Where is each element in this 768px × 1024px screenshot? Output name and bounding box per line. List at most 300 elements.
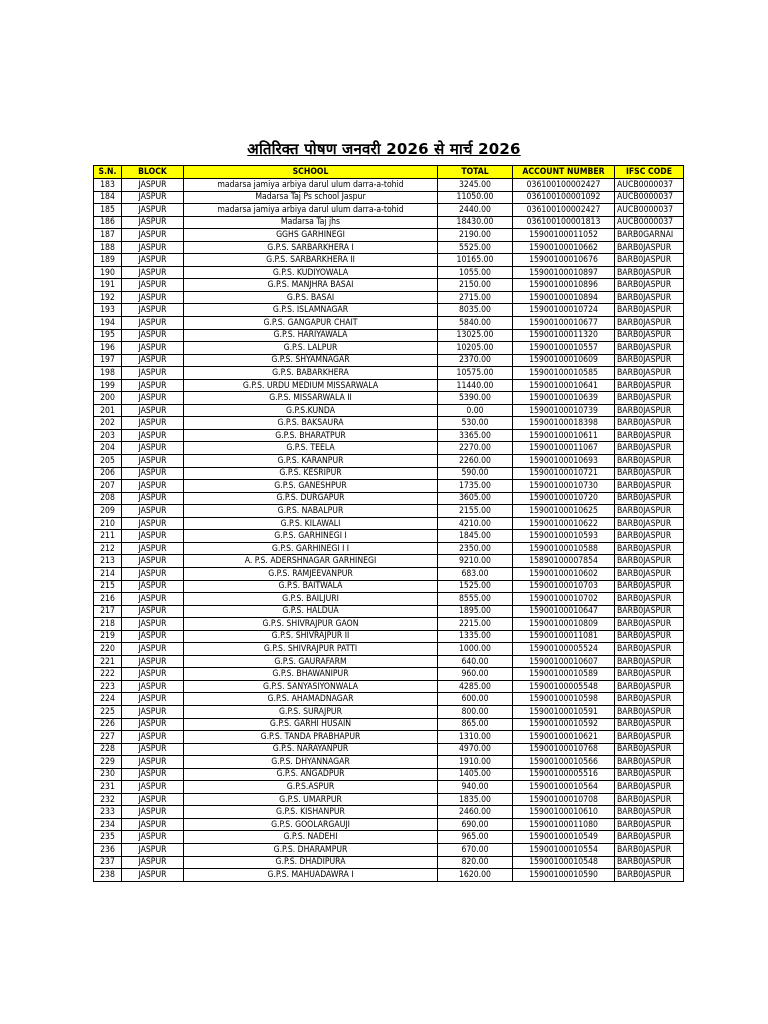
cell-sn: 221 <box>94 655 122 668</box>
cell-ifsc-code: BARB0JASPUR <box>615 630 684 643</box>
cell-ifsc-code: BARB0JASPUR <box>615 291 684 304</box>
cell-ifsc-code: BARB0JASPUR <box>615 618 684 631</box>
table-row <box>94 291 684 304</box>
cell-ifsc-code: BARB0JASPUR <box>615 856 684 869</box>
table-row <box>94 843 684 856</box>
cell-total: 3245.00 <box>438 179 513 192</box>
cell-school: G.P.S. GANESHPUR <box>184 480 438 493</box>
table-row <box>94 492 684 505</box>
cell-ifsc-code: AUCB0000037 <box>615 179 684 192</box>
cell-sn: 202 <box>94 417 122 430</box>
cell-block: JASPUR <box>122 618 184 631</box>
cell-sn: 234 <box>94 818 122 831</box>
cell-school: G.P.S. TEELA <box>184 442 438 455</box>
cell-sn: 184 <box>94 191 122 204</box>
table-row <box>94 442 684 455</box>
cell-total: 2440.00 <box>438 204 513 217</box>
table-row <box>94 191 684 204</box>
cell-school: G.P.S. KESRIPUR <box>184 467 438 480</box>
cell-ifsc-code: BARB0JASPUR <box>615 379 684 392</box>
cell-sn: 206 <box>94 467 122 480</box>
cell-total: 1405.00 <box>438 768 513 781</box>
cell-account-number: 15900100010693 <box>513 455 615 468</box>
table-row <box>94 705 684 718</box>
cell-ifsc-code: BARB0JASPUR <box>615 831 684 844</box>
cell-block: JASPUR <box>122 417 184 430</box>
cell-account-number: 15900100010622 <box>513 517 615 530</box>
cell-sn: 215 <box>94 580 122 593</box>
cell-total: 1335.00 <box>438 630 513 643</box>
cell-block: JASPUR <box>122 517 184 530</box>
cell-ifsc-code: BARB0JASPUR <box>615 455 684 468</box>
cell-total: 965.00 <box>438 831 513 844</box>
cell-account-number: 036100100002427 <box>513 204 615 217</box>
cell-school: G.P.S. MAHUADAWRA I <box>184 869 438 882</box>
cell-block: JASPUR <box>122 781 184 794</box>
cell-school: G.P.S. BAILJURI <box>184 593 438 606</box>
cell-school: Madarsa Taj jhs <box>184 216 438 229</box>
cell-sn: 190 <box>94 266 122 279</box>
table-row <box>94 392 684 405</box>
cell-school: G.P.S. BAITWALA <box>184 580 438 593</box>
cell-sn: 214 <box>94 567 122 580</box>
cell-school: G.P.S. SHIVRAJPUR PATTI <box>184 643 438 656</box>
cell-block: JASPUR <box>122 630 184 643</box>
cell-block: JASPUR <box>122 342 184 355</box>
cell-school: G.P.S. NADEHI <box>184 831 438 844</box>
table-row <box>94 429 684 442</box>
table-row <box>94 505 684 518</box>
cell-account-number: 15900100018398 <box>513 417 615 430</box>
cell-sn: 228 <box>94 743 122 756</box>
table-row <box>94 655 684 668</box>
cell-account-number: 15900100011320 <box>513 329 615 342</box>
cell-ifsc-code: BARB0JASPUR <box>615 530 684 543</box>
column-header-account-number: ACCOUNT NUMBER <box>513 166 615 179</box>
cell-block: JASPUR <box>122 429 184 442</box>
table-row <box>94 204 684 217</box>
cell-ifsc-code: BARB0JASPUR <box>615 429 684 442</box>
cell-account-number: 036100100002427 <box>513 179 615 192</box>
cell-account-number: 15900100010721 <box>513 467 615 480</box>
cell-ifsc-code: BARB0JASPUR <box>615 693 684 706</box>
cell-block: JASPUR <box>122 580 184 593</box>
cell-total: 1310.00 <box>438 731 513 744</box>
table-row <box>94 831 684 844</box>
table-row <box>94 480 684 493</box>
cell-block: JASPUR <box>122 291 184 304</box>
cell-block: JASPUR <box>122 191 184 204</box>
cell-ifsc-code: BARB0JASPUR <box>615 304 684 317</box>
cell-school: G.P.S. GOOLARGAUJI <box>184 818 438 831</box>
cell-total: 960.00 <box>438 668 513 681</box>
column-header-block: BLOCK <box>122 166 184 179</box>
cell-total: 2260.00 <box>438 455 513 468</box>
cell-account-number: 15900100010610 <box>513 806 615 819</box>
cell-school: G.P.S. DHADIPURA <box>184 856 438 869</box>
table-row <box>94 693 684 706</box>
cell-sn: 205 <box>94 455 122 468</box>
cell-sn: 222 <box>94 668 122 681</box>
cell-account-number: 15900100010677 <box>513 317 615 330</box>
cell-sn: 192 <box>94 291 122 304</box>
cell-school: G.P.S. KILAWALI <box>184 517 438 530</box>
cell-school: G.P.S. GAURAFARM <box>184 655 438 668</box>
cell-school: G.P.S. GARHINEGI I I <box>184 542 438 555</box>
payment-table <box>93 165 684 882</box>
cell-account-number: 15900100010625 <box>513 505 615 518</box>
cell-sn: 203 <box>94 429 122 442</box>
cell-total: 640.00 <box>438 655 513 668</box>
cell-account-number: 15900100010566 <box>513 756 615 769</box>
table-row <box>94 367 684 380</box>
cell-total: 2150.00 <box>438 279 513 292</box>
cell-sn: 208 <box>94 492 122 505</box>
cell-account-number: 15900100010588 <box>513 542 615 555</box>
cell-block: JASPUR <box>122 869 184 882</box>
cell-sn: 198 <box>94 367 122 380</box>
cell-ifsc-code: BARB0JASPUR <box>615 317 684 330</box>
cell-block: JASPUR <box>122 367 184 380</box>
cell-sn: 238 <box>94 869 122 882</box>
cell-sn: 183 <box>94 179 122 192</box>
cell-block: JASPUR <box>122 354 184 367</box>
cell-account-number: 15900100005516 <box>513 768 615 781</box>
cell-total: 4285.00 <box>438 680 513 693</box>
cell-block: JASPUR <box>122 404 184 417</box>
cell-block: JASPUR <box>122 442 184 455</box>
cell-school: G.P.S. MISSARWALA II <box>184 392 438 405</box>
cell-account-number: 15900100010739 <box>513 404 615 417</box>
table-row <box>94 718 684 731</box>
table-row <box>94 179 684 192</box>
cell-school: Madarsa Taj Ps school Jaspur <box>184 191 438 204</box>
cell-ifsc-code: BARB0GARNAI <box>615 229 684 242</box>
cell-account-number: 15890100007854 <box>513 555 615 568</box>
cell-account-number: 15900100011052 <box>513 229 615 242</box>
cell-sn: 195 <box>94 329 122 342</box>
cell-ifsc-code: BARB0JASPUR <box>615 869 684 882</box>
cell-sn: 191 <box>94 279 122 292</box>
cell-account-number: 15900100011081 <box>513 630 615 643</box>
cell-account-number: 15900100005524 <box>513 643 615 656</box>
cell-total: 1525.00 <box>438 580 513 593</box>
cell-account-number: 15900100010598 <box>513 693 615 706</box>
table-row <box>94 605 684 618</box>
cell-block: JASPUR <box>122 831 184 844</box>
cell-sn: 211 <box>94 530 122 543</box>
cell-sn: 189 <box>94 254 122 267</box>
cell-block: JASPUR <box>122 329 184 342</box>
cell-block: JASPUR <box>122 266 184 279</box>
cell-total: 820.00 <box>438 856 513 869</box>
table-row <box>94 567 684 580</box>
cell-total: 2270.00 <box>438 442 513 455</box>
cell-account-number: 15900100010554 <box>513 843 615 856</box>
cell-sn: 227 <box>94 731 122 744</box>
cell-ifsc-code: BARB0JASPUR <box>615 655 684 668</box>
cell-school: madarsa jamiya arbiya darul ulum darra-a-tohid <box>184 204 438 217</box>
cell-account-number: 15900100010589 <box>513 668 615 681</box>
cell-block: JASPUR <box>122 241 184 254</box>
cell-school: G.P.S. GARHI HUSAIN <box>184 718 438 731</box>
cell-block: JASPUR <box>122 304 184 317</box>
cell-total: 10205.00 <box>438 342 513 355</box>
cell-total: 1910.00 <box>438 756 513 769</box>
cell-school: G.P.S. SHIVRAJPUR II <box>184 630 438 643</box>
cell-block: JASPUR <box>122 655 184 668</box>
cell-school: G.P.S. HARIYAWALA <box>184 329 438 342</box>
cell-block: JASPUR <box>122 379 184 392</box>
table-row <box>94 229 684 242</box>
cell-ifsc-code: BARB0JASPUR <box>615 668 684 681</box>
cell-school: G.P.S. LALPUR <box>184 342 438 355</box>
cell-account-number: 15900100010591 <box>513 705 615 718</box>
table-row <box>94 630 684 643</box>
cell-total: 865.00 <box>438 718 513 731</box>
cell-school: G.P.S. DURGAPUR <box>184 492 438 505</box>
cell-total: 2190.00 <box>438 229 513 242</box>
cell-account-number: 15900100010676 <box>513 254 615 267</box>
table-row <box>94 869 684 882</box>
cell-total: 683.00 <box>438 567 513 580</box>
cell-school: G.P.S. GANGAPUR CHAIT <box>184 317 438 330</box>
cell-school: G.P.S. NARAYANPUR <box>184 743 438 756</box>
cell-sn: 226 <box>94 718 122 731</box>
cell-total: 4970.00 <box>438 743 513 756</box>
cell-total: 1000.00 <box>438 643 513 656</box>
cell-account-number: 15900100010896 <box>513 279 615 292</box>
cell-total: 1055.00 <box>438 266 513 279</box>
cell-total: 4210.00 <box>438 517 513 530</box>
cell-block: JASPUR <box>122 254 184 267</box>
cell-ifsc-code: BARB0JASPUR <box>615 743 684 756</box>
cell-ifsc-code: BARB0JASPUR <box>615 480 684 493</box>
cell-sn: 199 <box>94 379 122 392</box>
cell-account-number: 15900100010602 <box>513 567 615 580</box>
table-row <box>94 781 684 794</box>
cell-school: G.P.S. MANJHRA BASAI <box>184 279 438 292</box>
table-row <box>94 818 684 831</box>
cell-ifsc-code: AUCB0000037 <box>615 204 684 217</box>
cell-school: G.P.S. ANGADPUR <box>184 768 438 781</box>
cell-sn: 212 <box>94 542 122 555</box>
cell-ifsc-code: BARB0JASPUR <box>615 266 684 279</box>
cell-block: JASPUR <box>122 530 184 543</box>
cell-ifsc-code: BARB0JASPUR <box>615 392 684 405</box>
cell-block: JASPUR <box>122 793 184 806</box>
column-header-sn: S.N. <box>94 166 122 179</box>
table-row <box>94 216 684 229</box>
cell-account-number: 15900100010703 <box>513 580 615 593</box>
table-body <box>94 179 684 882</box>
cell-block: JASPUR <box>122 593 184 606</box>
cell-block: JASPUR <box>122 555 184 568</box>
cell-block: JASPUR <box>122 680 184 693</box>
cell-total: 11050.00 <box>438 191 513 204</box>
table-row <box>94 668 684 681</box>
cell-ifsc-code: BARB0JASPUR <box>615 567 684 580</box>
cell-school: G.P.S. AHAMADNAGAR <box>184 693 438 706</box>
cell-block: JASPUR <box>122 768 184 781</box>
cell-total: 8555.00 <box>438 593 513 606</box>
cell-ifsc-code: BARB0JASPUR <box>615 843 684 856</box>
cell-block: JASPUR <box>122 731 184 744</box>
cell-total: 2460.00 <box>438 806 513 819</box>
cell-account-number: 036100100001813 <box>513 216 615 229</box>
cell-ifsc-code: BARB0JASPUR <box>615 254 684 267</box>
cell-school: G.P.S. KISHANPUR <box>184 806 438 819</box>
cell-account-number: 15900100010549 <box>513 831 615 844</box>
cell-total: 600.00 <box>438 693 513 706</box>
cell-ifsc-code: BARB0JASPUR <box>615 593 684 606</box>
cell-ifsc-code: BARB0JASPUR <box>615 492 684 505</box>
table-row <box>94 806 684 819</box>
table-row <box>94 530 684 543</box>
cell-account-number: 15900100010720 <box>513 492 615 505</box>
cell-account-number: 15900100010590 <box>513 869 615 882</box>
cell-block: JASPUR <box>122 317 184 330</box>
cell-account-number: 15900100010647 <box>513 605 615 618</box>
cell-block: JASPUR <box>122 843 184 856</box>
table-row <box>94 266 684 279</box>
column-header-total: TOTAL <box>438 166 513 179</box>
cell-ifsc-code: BARB0JASPUR <box>615 354 684 367</box>
cell-sn: 209 <box>94 505 122 518</box>
cell-sn: 230 <box>94 768 122 781</box>
table-row <box>94 379 684 392</box>
cell-sn: 193 <box>94 304 122 317</box>
cell-account-number: 15900100010557 <box>513 342 615 355</box>
cell-school: G.P.S. ISLAMNAGAR <box>184 304 438 317</box>
cell-ifsc-code: BARB0JASPUR <box>615 680 684 693</box>
cell-total: 1620.00 <box>438 869 513 882</box>
cell-total: 1835.00 <box>438 793 513 806</box>
cell-block: JASPUR <box>122 806 184 819</box>
cell-ifsc-code: BARB0JASPUR <box>615 517 684 530</box>
cell-sn: 235 <box>94 831 122 844</box>
cell-ifsc-code: BARB0JASPUR <box>615 768 684 781</box>
cell-school: G.P.S. SURAJPUR <box>184 705 438 718</box>
cell-school: G.P.S.KUNDA <box>184 404 438 417</box>
cell-total: 18430.00 <box>438 216 513 229</box>
cell-ifsc-code: BARB0JASPUR <box>615 342 684 355</box>
cell-block: JASPUR <box>122 567 184 580</box>
cell-block: JASPUR <box>122 756 184 769</box>
cell-sn: 210 <box>94 517 122 530</box>
cell-ifsc-code: BARB0JASPUR <box>615 279 684 292</box>
cell-total: 10575.00 <box>438 367 513 380</box>
cell-sn: 213 <box>94 555 122 568</box>
table-row <box>94 241 684 254</box>
cell-ifsc-code: BARB0JASPUR <box>615 417 684 430</box>
cell-block: JASPUR <box>122 467 184 480</box>
cell-account-number: 15900100010662 <box>513 241 615 254</box>
cell-ifsc-code: BARB0JASPUR <box>615 542 684 555</box>
column-header-ifsc-code: IFSC CODE <box>615 166 684 179</box>
cell-ifsc-code: BARB0JASPUR <box>615 367 684 380</box>
cell-total: 5525.00 <box>438 241 513 254</box>
cell-account-number: 15900100010621 <box>513 731 615 744</box>
cell-total: 11440.00 <box>438 379 513 392</box>
table-row <box>94 317 684 330</box>
cell-account-number: 15900100010548 <box>513 856 615 869</box>
cell-sn: 201 <box>94 404 122 417</box>
cell-account-number: 036100100001092 <box>513 191 615 204</box>
cell-school: G.P.S.ASPUR <box>184 781 438 794</box>
cell-sn: 236 <box>94 843 122 856</box>
cell-school: G.P.S. UMARPUR <box>184 793 438 806</box>
cell-school: A. P.S. ADERSHNAGAR GARHINEGI <box>184 555 438 568</box>
cell-ifsc-code: BARB0JASPUR <box>615 643 684 656</box>
cell-ifsc-code: BARB0JASPUR <box>615 781 684 794</box>
cell-sn: 186 <box>94 216 122 229</box>
cell-block: JASPUR <box>122 718 184 731</box>
cell-account-number: 15900100010702 <box>513 593 615 606</box>
cell-sn: 220 <box>94 643 122 656</box>
table-row <box>94 743 684 756</box>
cell-ifsc-code: BARB0JASPUR <box>615 756 684 769</box>
cell-sn: 218 <box>94 618 122 631</box>
cell-ifsc-code: BARB0JASPUR <box>615 705 684 718</box>
cell-account-number: 15900100010894 <box>513 291 615 304</box>
cell-account-number: 15900100010585 <box>513 367 615 380</box>
table-row <box>94 680 684 693</box>
cell-total: 2155.00 <box>438 505 513 518</box>
table-row <box>94 856 684 869</box>
cell-block: JASPUR <box>122 668 184 681</box>
table-row <box>94 580 684 593</box>
cell-sn: 187 <box>94 229 122 242</box>
cell-total: 0.00 <box>438 404 513 417</box>
cell-total: 690.00 <box>438 818 513 831</box>
table-row <box>94 342 684 355</box>
cell-sn: 207 <box>94 480 122 493</box>
cell-sn: 194 <box>94 317 122 330</box>
table-row <box>94 793 684 806</box>
cell-block: JASPUR <box>122 216 184 229</box>
cell-account-number: 15900100010730 <box>513 480 615 493</box>
cell-sn: 232 <box>94 793 122 806</box>
table-row <box>94 417 684 430</box>
cell-school: G.P.S. DHARAMPUR <box>184 843 438 856</box>
table-row <box>94 618 684 631</box>
cell-sn: 237 <box>94 856 122 869</box>
cell-block: JASPUR <box>122 743 184 756</box>
cell-school: G.P.S. RAMJEEVANPUR <box>184 567 438 580</box>
cell-ifsc-code: BARB0JASPUR <box>615 580 684 593</box>
table-row <box>94 254 684 267</box>
cell-ifsc-code: BARB0JASPUR <box>615 442 684 455</box>
cell-ifsc-code: BARB0JASPUR <box>615 241 684 254</box>
cell-school: G.P.S. HALDUA <box>184 605 438 618</box>
cell-account-number: 15900100010593 <box>513 530 615 543</box>
cell-school: G.P.S. DHYANNAGAR <box>184 756 438 769</box>
cell-ifsc-code: BARB0JASPUR <box>615 505 684 518</box>
cell-school: madarsa jamiya arbiya darul ulum darra-a-tohid <box>184 179 438 192</box>
table-row <box>94 455 684 468</box>
table-row <box>94 517 684 530</box>
cell-sn: 196 <box>94 342 122 355</box>
cell-school: G.P.S. GARHINEGI I <box>184 530 438 543</box>
cell-ifsc-code: BARB0JASPUR <box>615 793 684 806</box>
cell-account-number: 15900100010611 <box>513 429 615 442</box>
table-row <box>94 542 684 555</box>
table-row <box>94 756 684 769</box>
cell-block: JASPUR <box>122 542 184 555</box>
cell-block: JASPUR <box>122 455 184 468</box>
cell-school: G.P.S. URDU MEDIUM MISSARWALA <box>184 379 438 392</box>
